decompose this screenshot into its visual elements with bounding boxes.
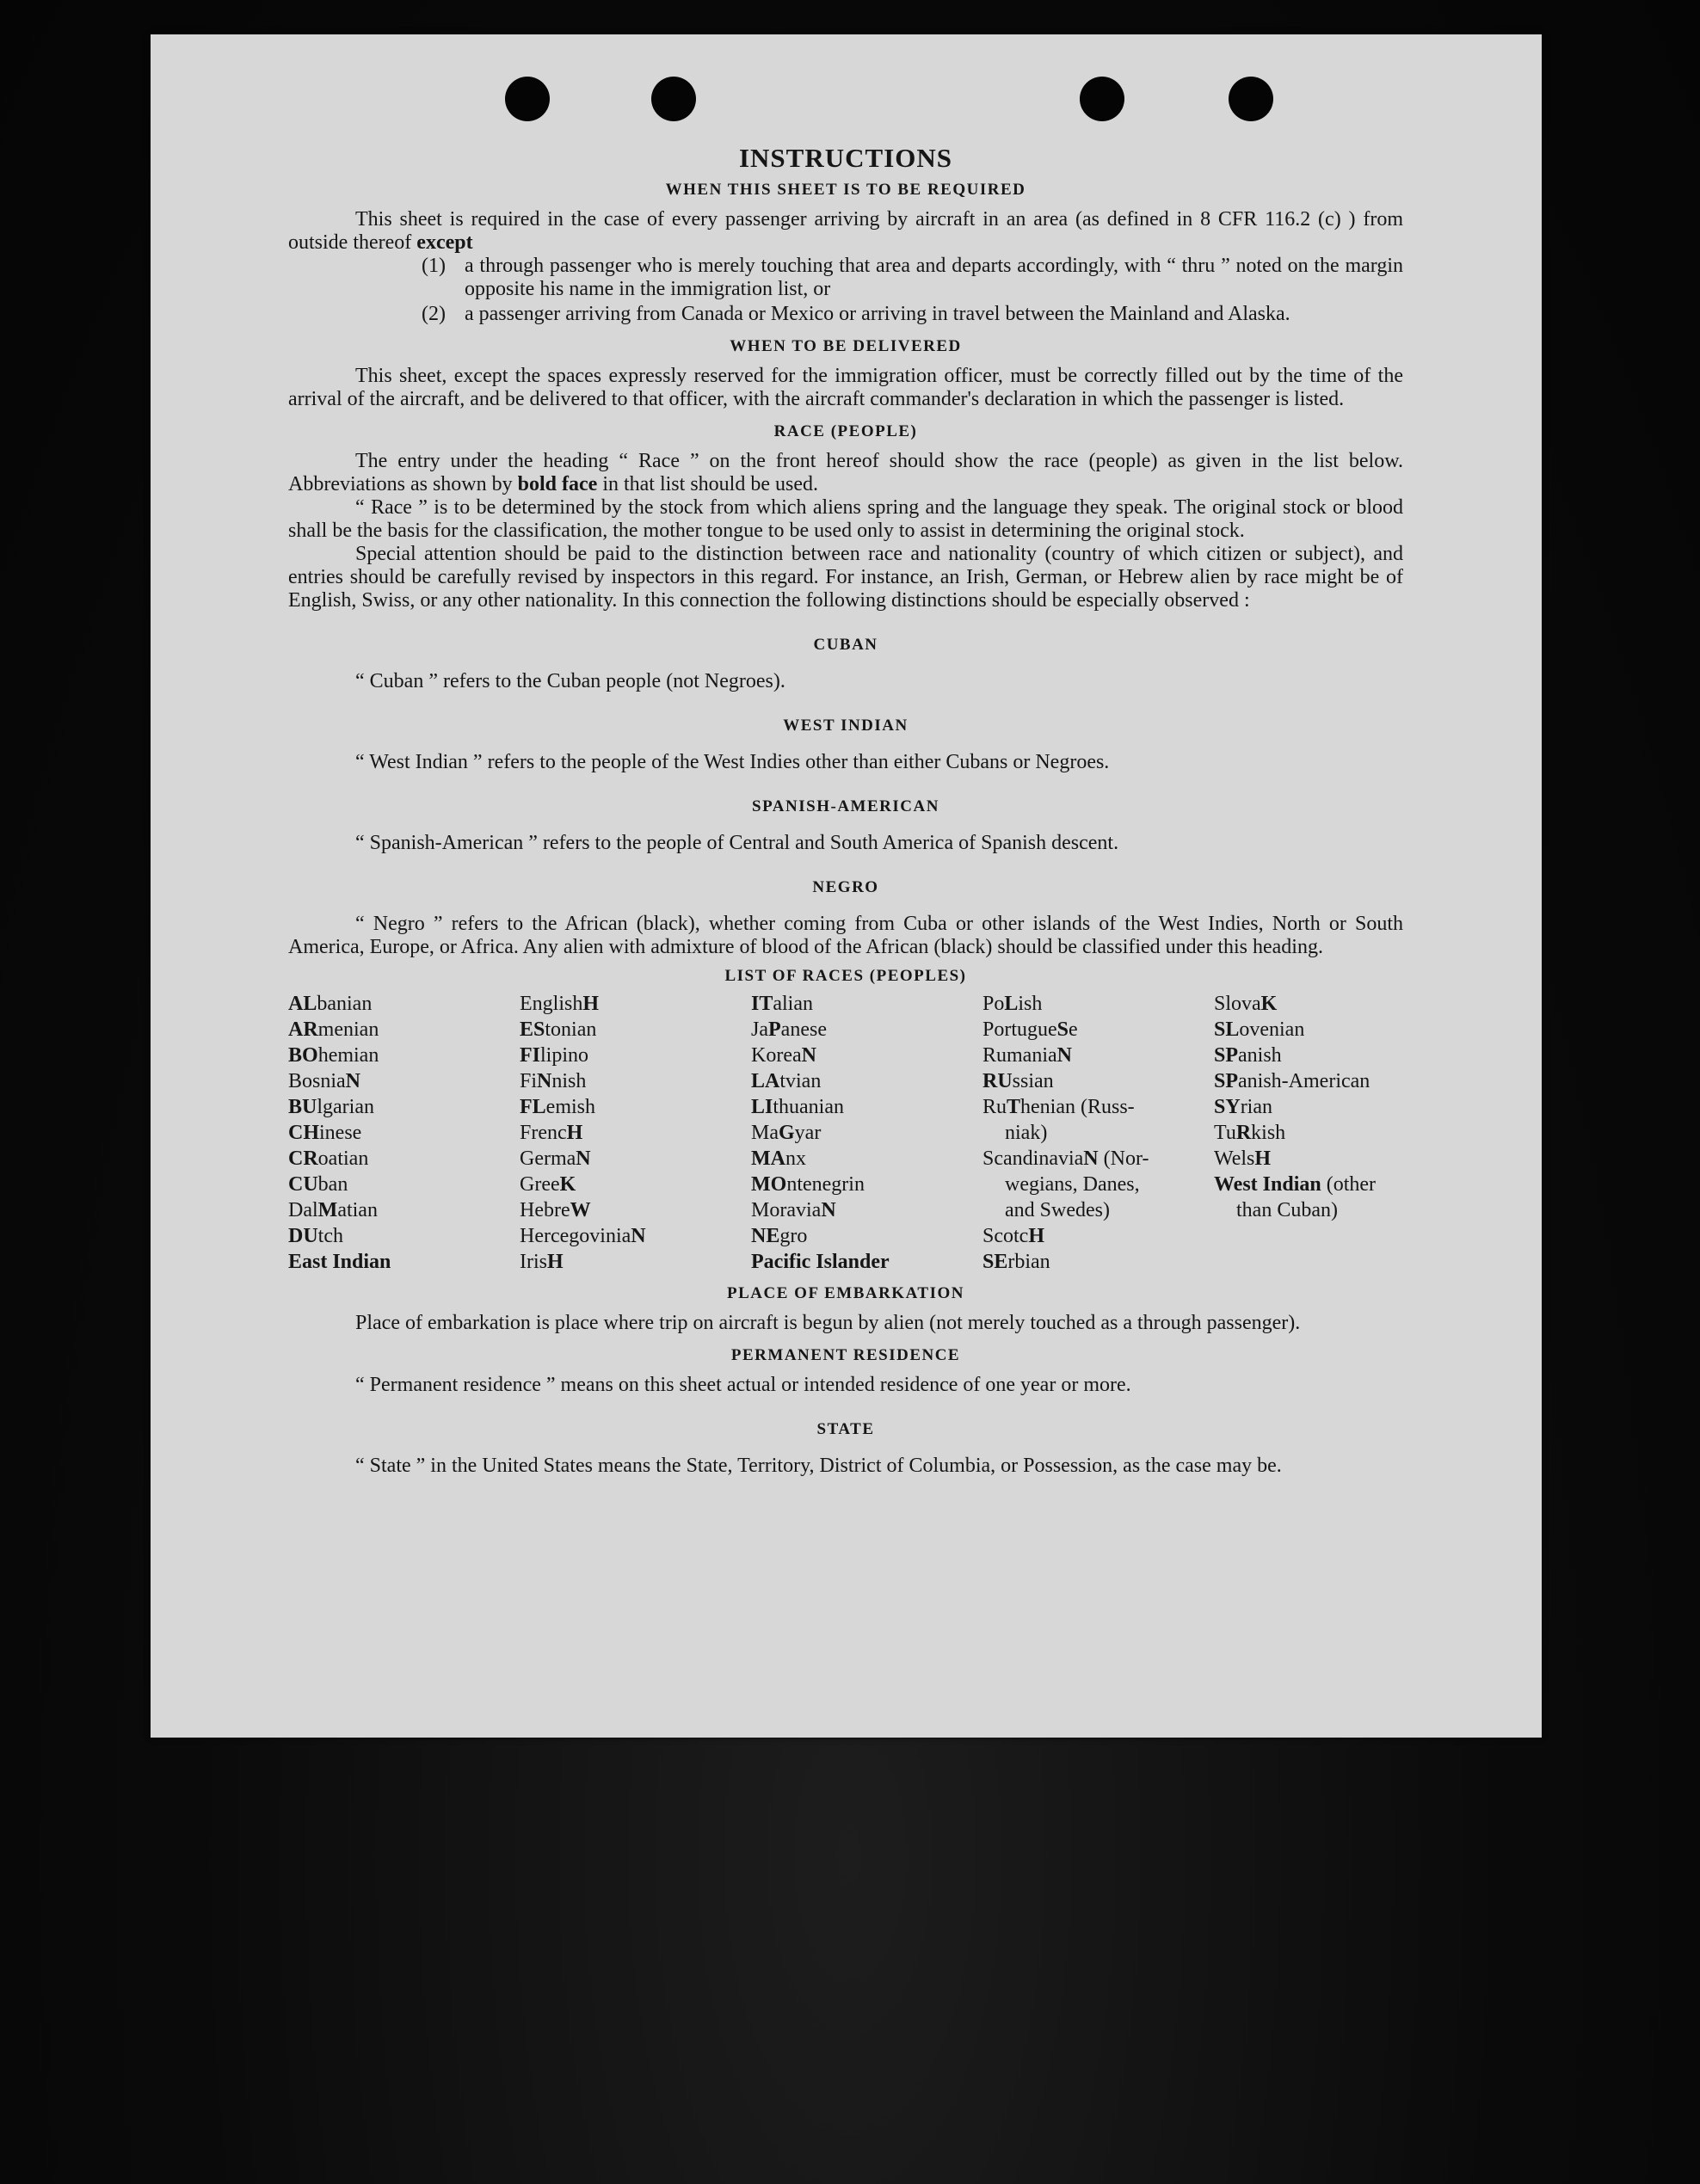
race-entry: ScandinaviaN (Nor-	[982, 1147, 1149, 1170]
race-entry: ScotcH	[982, 1225, 1044, 1247]
heading-cuban: CUBAN	[813, 636, 878, 654]
race-entry: FiNnish	[520, 1070, 587, 1092]
race-entry: WelsH	[1214, 1147, 1272, 1170]
race-entry: BUlgarian	[288, 1096, 374, 1118]
list-text: a through passenger who is merely touching that area and departs accordingly, with “ thru ” noted on the margin opposite his name in the immigration list, or	[465, 255, 1403, 300]
race-entry: IrisH	[520, 1251, 564, 1273]
race-entry: ARmenian	[288, 1018, 379, 1041]
heading-when-delivered: WHEN TO BE DELIVERED	[730, 337, 962, 355]
paragraph-residence: “ Permanent residence ” means on this sheet actual or intended residence of one year or more.	[355, 1374, 1131, 1396]
race-entry: niak)	[1005, 1122, 1048, 1144]
list-number: (2)	[422, 303, 446, 325]
race-entry: CUban	[288, 1173, 348, 1196]
race-entry: HercegoviniaN	[520, 1225, 646, 1247]
race-entry: FLemish	[520, 1096, 595, 1118]
race-entry: FrencH	[520, 1122, 583, 1144]
races-column	[288, 991, 520, 1275]
race-entry: SYrian	[1214, 1096, 1272, 1118]
race-entry: RUssian	[982, 1070, 1054, 1092]
race-entry: MoraviaN	[751, 1199, 836, 1221]
list-item	[422, 303, 1403, 326]
paragraph-race-2: “ Race ” is to be determined by the stock from which aliens spring and the language they speak. The original stock or blood shall be the basis for the classification, the mother tongue to be used only to assist in determining the original stock.	[288, 496, 1403, 542]
heading-list-of-races: LIST OF RACES (PEOPLES)	[724, 967, 967, 985]
paragraph-state: “ State ” in the United States means the State, Territory, District of Columbia, or Possession, as the case may be.	[355, 1455, 1282, 1477]
paragraph-required-intro	[288, 208, 1403, 255]
race-p1-end: in that list should be used.	[597, 473, 818, 495]
punch-hole	[651, 77, 696, 121]
heading-race: RACE (PEOPLE)	[773, 422, 918, 440]
race-entry: PoLish	[982, 993, 1043, 1015]
race-p1-bold: bold face	[517, 473, 598, 495]
race-entry: SErbian	[982, 1251, 1050, 1273]
race-entry: PortugueSe	[982, 1018, 1078, 1041]
race-entry: ALbanian	[288, 993, 373, 1015]
race-entry: HebreW	[520, 1199, 591, 1221]
punch-hole	[1229, 77, 1273, 121]
paragraph-negro: “ Negro ” refers to the African (black), whether coming from Cuba or other islands of the West Indies, North or South America, Europe, or Africa. Any alien with admixture of blood of the African (black) should be classified under this heading.	[288, 913, 1403, 958]
heading-when-required: WHEN THIS SHEET IS TO BE REQUIRED	[665, 181, 1026, 199]
race-entry: East Indian	[288, 1251, 391, 1273]
list-item	[422, 255, 1403, 301]
race-entry: NEgro	[751, 1225, 808, 1247]
race-entry: BOhemian	[288, 1044, 379, 1067]
paragraph-race-1	[288, 450, 1403, 496]
race-entry: than Cuban)	[1236, 1199, 1338, 1221]
paragraph-embarkation: Place of embarkation is place where trip on aircraft is begun by alien (not merely touched as a through passenger).	[355, 1312, 1301, 1334]
race-entry: SlovaK	[1214, 993, 1278, 1015]
race-entry: West Indian (other	[1214, 1173, 1377, 1196]
race-entry: CRoatian	[288, 1147, 369, 1170]
heading-west-indian: WEST INDIAN	[783, 717, 909, 735]
paragraph-cuban: “ Cuban ” refers to the Cuban people (not Negroes).	[355, 670, 785, 692]
races-column	[520, 991, 751, 1275]
document-title: INSTRUCTIONS	[738, 143, 952, 173]
race-entry: GreeK	[520, 1173, 576, 1196]
heading-negro: NEGRO	[812, 878, 879, 896]
heading-permanent-residence: PERMANENT RESIDENCE	[730, 1346, 961, 1364]
race-entry: BosniaN	[288, 1070, 361, 1092]
paragraph-west-indian: “ West Indian ” refers to the people of the West Indies other than either Cubans or Negroes.	[355, 751, 1110, 773]
races-column	[1214, 991, 1403, 1275]
required-intro-text: This sheet is required in the case of every passenger arriving by aircraft in an area (as defined in 8 CFR 116.2 (c) ) from outside thereof	[288, 208, 1403, 254]
paragraph-race-3: Special attention should be paid to the distinction between race and nationality (country of which citizen or subject), and entries should be carefully revised by inspectors in this regard. For instance, an Irish, German, or Hebrew alien by race might be of English, Swiss, or any other nationality. In this connection the following distinctions should be especially observed :	[288, 543, 1403, 612]
list-text: a passenger arriving from Canada or Mexico or arriving in travel between the Mainland and Alaska.	[465, 303, 1290, 325]
race-entry: wegians, Danes,	[1005, 1173, 1140, 1196]
race-entry: Pacific Islander	[751, 1251, 890, 1273]
race-entry: MAnx	[751, 1147, 806, 1170]
race-entry: LIthuanian	[751, 1096, 844, 1118]
punch-hole	[1080, 77, 1124, 121]
race-entry: MOntenegrin	[751, 1173, 865, 1196]
punch-hole	[505, 77, 550, 121]
race-entry: JaPanese	[751, 1018, 827, 1041]
heading-state: STATE	[816, 1420, 875, 1438]
race-entry: GermaN	[520, 1147, 591, 1170]
race-entry: RuThenian (Russ-	[982, 1096, 1135, 1118]
race-entry: EStonian	[520, 1018, 597, 1041]
document-sheet	[151, 34, 1542, 1738]
required-intro-except: except	[416, 231, 473, 254]
races-column	[982, 991, 1214, 1275]
race-entry: LAtvian	[751, 1070, 822, 1092]
race-entry: ITalian	[751, 993, 813, 1015]
races-column	[751, 991, 982, 1275]
races-list-grid	[288, 991, 1403, 1275]
heading-spanish-american: SPANISH-AMERICAN	[752, 797, 939, 815]
race-entry: DUtch	[288, 1225, 343, 1247]
race-entry: MaGyar	[751, 1122, 822, 1144]
heading-place-of-embarkation: PLACE OF EMBARKATION	[727, 1284, 964, 1302]
paragraph-delivered: This sheet, except the spaces expressly reserved for the immigration officer, must be correctly filled out by the time of the arrival of the aircraft, and be delivered to that officer, with the aircraft commander's declaration in which the passenger is listed.	[288, 365, 1403, 410]
race-entry: SPanish	[1214, 1044, 1282, 1067]
race-entry: and Swedes)	[1005, 1199, 1110, 1221]
race-entry: KoreaN	[751, 1044, 816, 1067]
race-entry: RumaniaN	[982, 1044, 1072, 1067]
race-entry: FIlipino	[520, 1044, 589, 1067]
document-content	[288, 143, 1403, 1478]
race-entry: DalMatian	[288, 1199, 378, 1221]
list-number: (1)	[422, 255, 446, 277]
race-entry: EnglishH	[520, 993, 600, 1015]
paragraph-spanish-american: “ Spanish-American ” refers to the people of Central and South America of Spanish descent.	[355, 832, 1119, 854]
race-p1-text: The entry under the heading “ Race ” on the front hereof should show the race (people) as given in the list below. Abbreviations as shown by	[288, 450, 1403, 495]
race-entry: SPanish-American	[1214, 1070, 1370, 1092]
race-entry: TuRkish	[1214, 1122, 1286, 1144]
race-entry: CHinese	[288, 1122, 362, 1144]
race-entry: SLovenian	[1214, 1018, 1305, 1041]
